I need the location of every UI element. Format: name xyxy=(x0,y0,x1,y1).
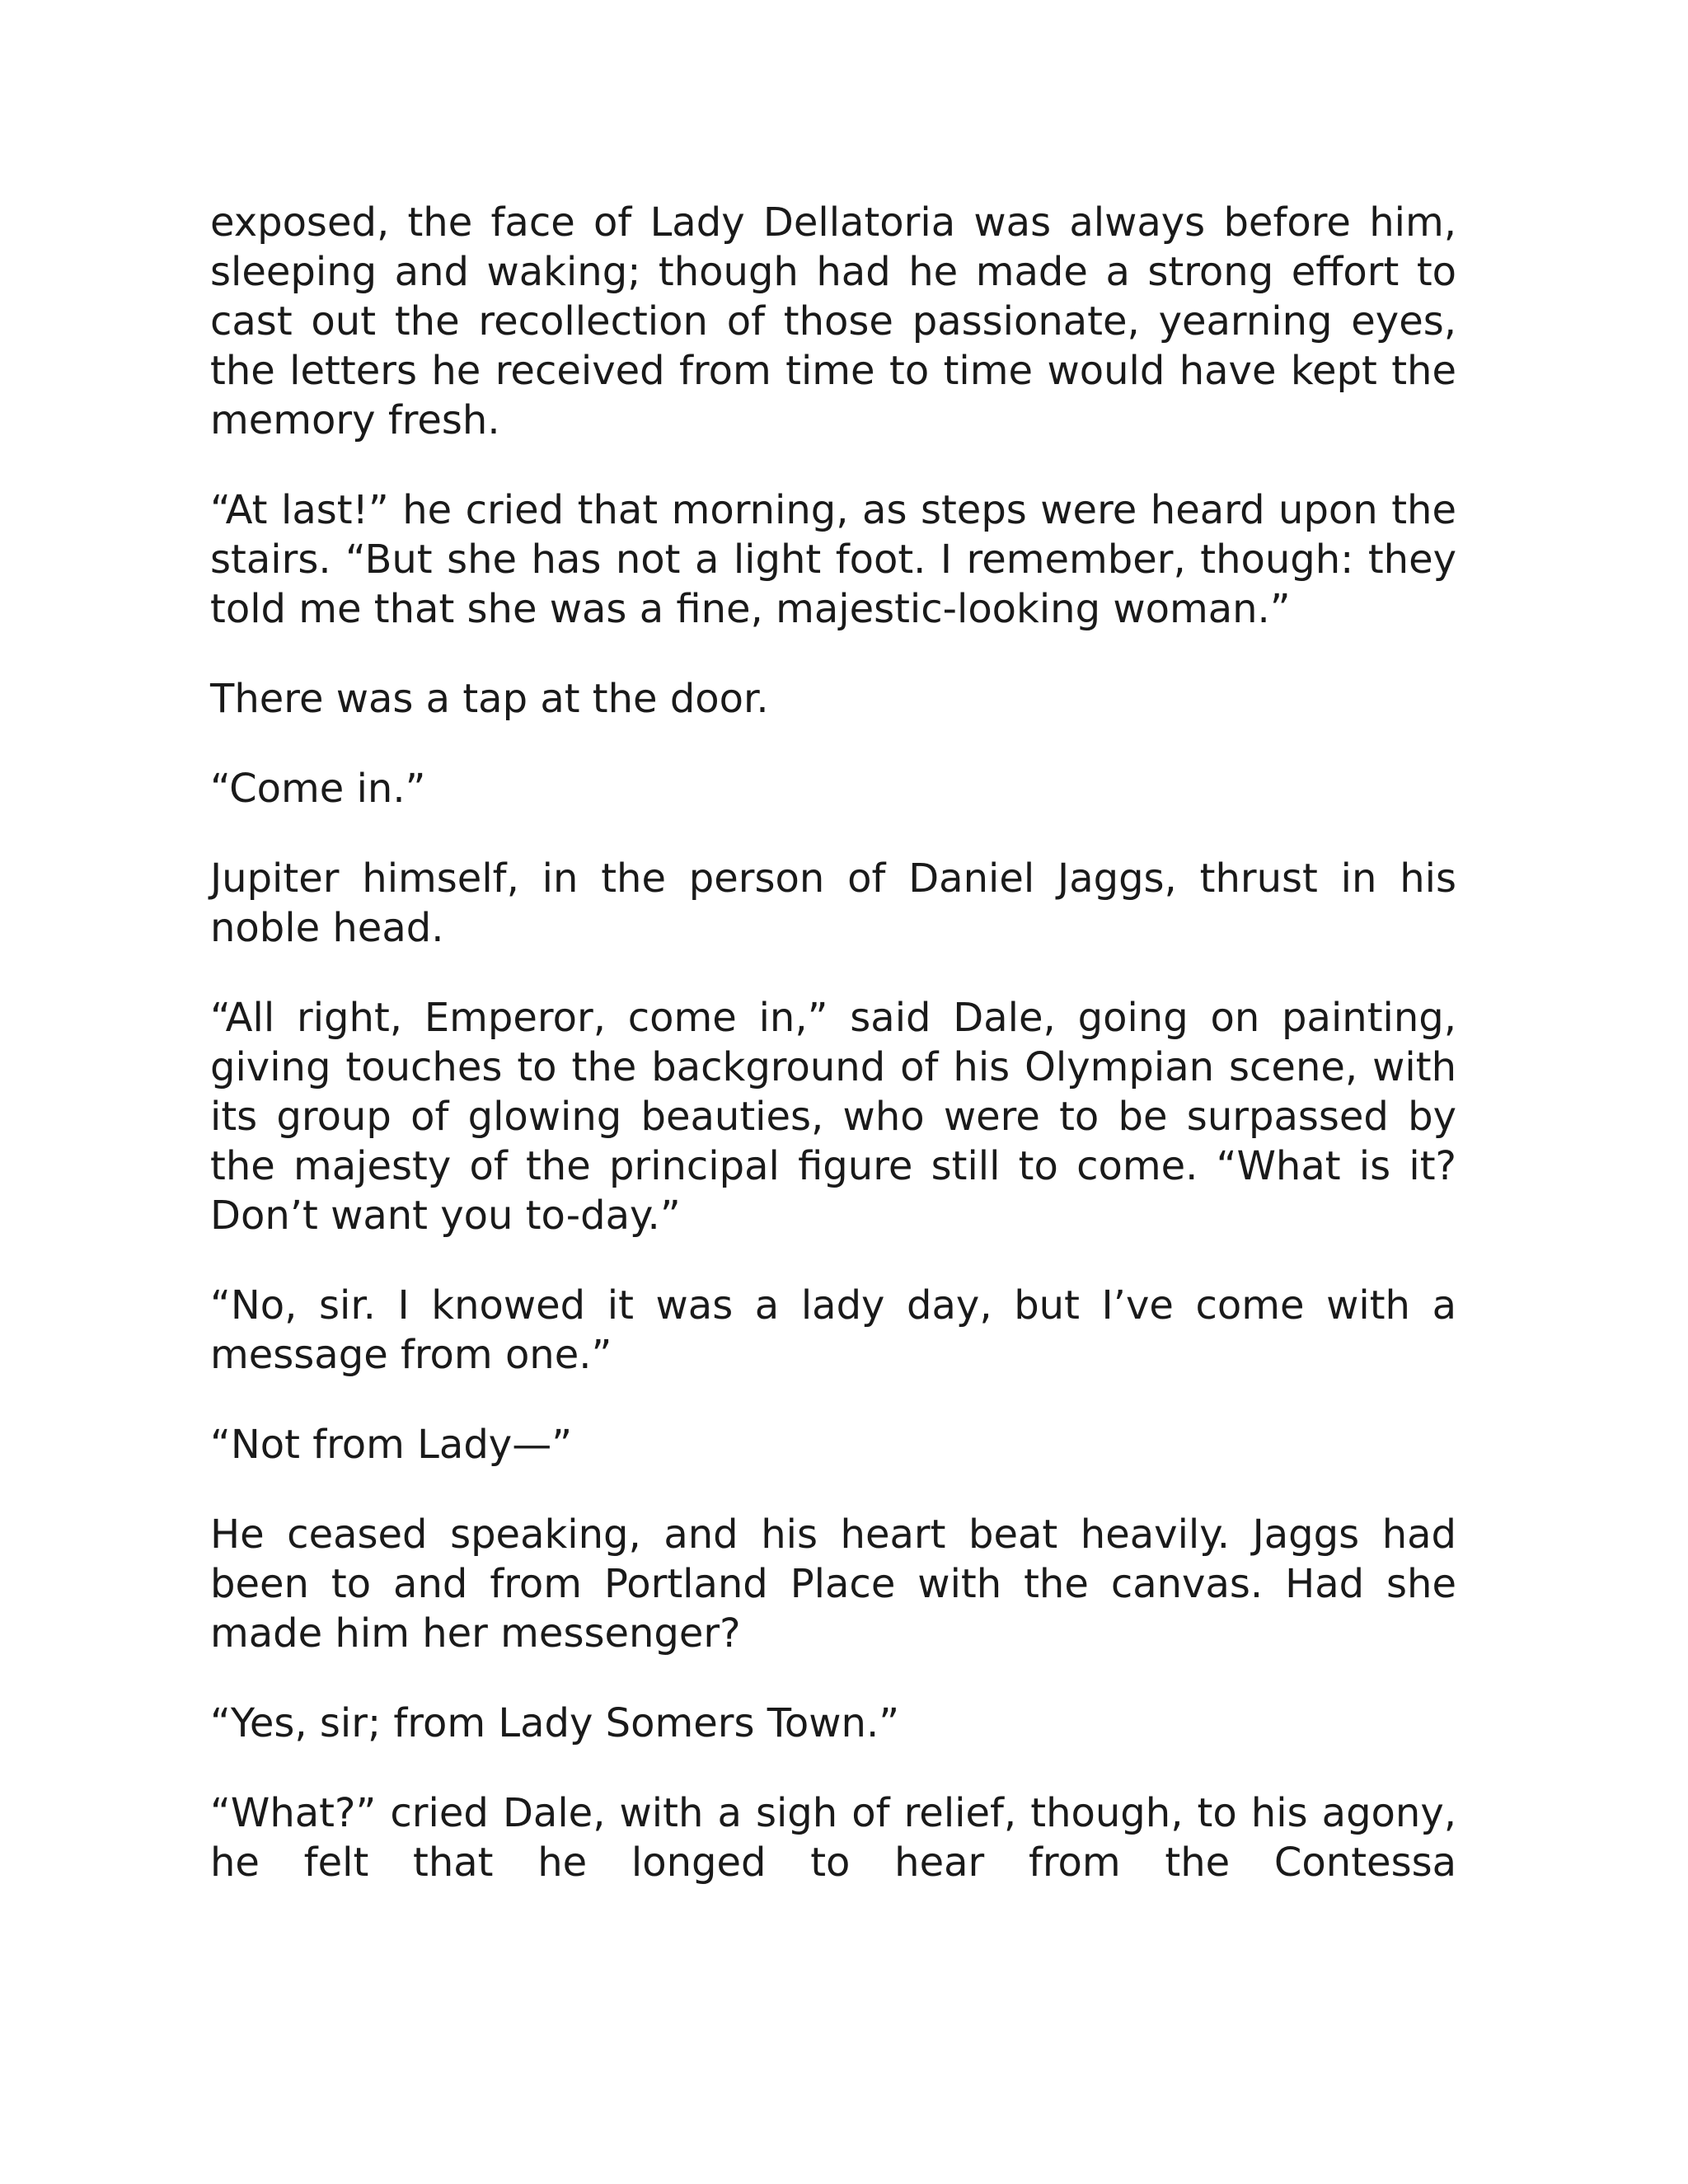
paragraph-3: There was a tap at the door. xyxy=(210,676,769,722)
paragraph-5: Jupiter himself, in the person of Daniel Jaggs, thrust in his noble head. xyxy=(210,855,1456,951)
paragraph-8: “Not from Lady—” xyxy=(210,1422,573,1468)
paragraph-2: “At last!” he cried that morning, as steps were heard upon the stairs. “But she has not a light foot. I remember, though: they told me that she was a fine, majestic-looking woman.” xyxy=(210,487,1456,632)
paragraph-1: exposed, the face of Lady Dellatoria was always before him, sleeping and waking; though had he made a strong effort to cast out the recollection of those passionate, yearning eyes, the letters he received from time to time would have kept the memory fresh. xyxy=(210,199,1456,443)
page-body xyxy=(210,198,1456,1887)
paragraph-9: He ceased speaking, and his heart beat heavily. Jaggs had been to and from Portland Place with the canvas. Had she made him her messenger? xyxy=(210,1511,1456,1657)
paragraph-4: “Come in.” xyxy=(210,766,426,812)
paragraph-7: “No, sir. I knowed it was a lady day, but I’ve come with a message from one.” xyxy=(210,1282,1456,1378)
paragraph-10: “Yes, sir; from Lady Somers Town.” xyxy=(210,1700,900,1746)
paragraph-11: “What?” cried Dale, with a sigh of relief, though, to his agony, he felt that he longed to hear from the Contessa xyxy=(210,1790,1456,1886)
paragraph-6: “All right, Emperor, come in,” said Dale, going on painting, giving touches to the background of his Olympian scene, with its group of glowing beauties, who were to be surpassed by the majesty of the principal figure still to come. “What is it? Don’t want you to-day.” xyxy=(210,995,1456,1239)
